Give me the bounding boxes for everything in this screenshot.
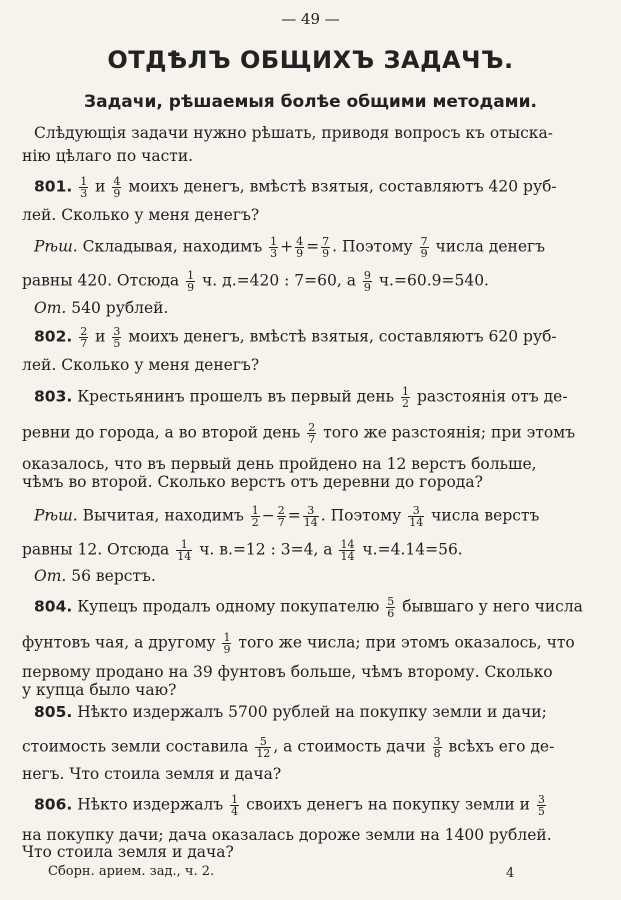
fraction: $\frac{14}{14}$: [340, 538, 355, 563]
fraction: $\frac{3}{5}$: [113, 325, 121, 350]
fraction: $\frac{2}{7}$: [277, 504, 285, 529]
footer-sheet-number: 4: [506, 866, 515, 881]
answer-label: От.: [34, 567, 67, 585]
problem-806: 806. Нѣкто издержалъ $\frac{1}{4}$ своихъ денегъ на покупку земли и $\frac{3}{5}$: [34, 793, 545, 818]
fraction: $\frac{1}{3}$: [80, 175, 88, 200]
solution-label: Рѣш.: [34, 237, 78, 256]
fraction: $\frac{2}{7}$: [308, 421, 316, 446]
problem-801-line: лей. Сколько у меня денегъ?: [22, 206, 260, 224]
answer-label: От.: [34, 299, 67, 317]
fraction: $\frac{3}{14}$: [303, 504, 318, 529]
problem-number: 801.: [34, 177, 73, 196]
fraction: $\frac{7}{9}$: [420, 235, 428, 260]
problem-number: 805.: [34, 703, 73, 721]
solution-803: Рѣш. Вычитая, находимъ $\frac{1}{2}$ − $\frac{2}{7}$ = $\frac{3}{14}$ . Поэтому $\frac{3}{14}$ числа верстъ: [34, 504, 540, 529]
fraction: $\frac{1}{9}$: [187, 269, 195, 294]
problem-804-line: у купца было чаю?: [22, 681, 177, 699]
problem-803: 803. Крестьянинъ прошелъ въ первый день $\frac{1}{2}$ разстоянія отъ де-: [34, 385, 568, 410]
problem-804-line: фунтовъ чая, а другому $\frac{1}{9}$ того же числа; при этомъ оказалось, что: [22, 631, 575, 656]
problem-801: 801. $\frac{1}{3}$ и $\frac{4}{9}$ моихъ денегъ, вмѣстѣ взятыя, составляютъ 420 руб-: [34, 175, 557, 200]
fraction: $\frac{1}{2}$: [251, 504, 259, 529]
problem-803-line: ревни до города, а во второй день $\frac{2}{7}$ того же разстоянія; при этомъ: [22, 421, 576, 446]
fraction: $\frac{1}{2}$: [402, 385, 410, 410]
section-title: ОТДѢЛЪ ОБЩИХЪ ЗАДАЧЪ.: [107, 46, 514, 74]
problem-805-line: стоимость земли составила $\frac{5}{12}$ , а стоимость дачи $\frac{3}{8}$ всѣхъ его де-: [22, 735, 555, 760]
solution-803-line: равны 12. Отсюда $\frac{1}{14}$ ч. в.=12 : 3=4, а $\frac{14}{14}$ ч.=4.14=56.: [22, 538, 463, 563]
answer-803: От. 56 верстъ.: [34, 567, 156, 585]
fraction: $\frac{1}{14}$: [177, 538, 192, 563]
fraction: $\frac{1}{9}$: [223, 631, 231, 656]
problem-803-line: оказалось, что въ первый день пройдено на 12 верстъ больше,: [22, 455, 537, 473]
solution-label: Рѣш.: [34, 506, 78, 525]
fraction: $\frac{2}{7}$: [80, 325, 88, 350]
problem-number: 806.: [34, 795, 73, 814]
fraction: $\frac{3}{5}$: [537, 793, 545, 818]
problem-804-line: первому продано на 39 фунтовъ больше, чѣмъ второму. Сколько: [22, 663, 553, 681]
fraction: $\frac{5}{6}$: [387, 595, 395, 620]
subtitle: Задачи, рѣшаемыя болѣе общими методами.: [84, 92, 537, 112]
problem-806-line: на покупку дачи; дача оказалась дороже земли на 1400 рублей.: [22, 826, 552, 844]
problem-number: 802.: [34, 327, 73, 346]
problem-number: 803.: [34, 387, 73, 406]
problem-806-line: Что стоила земля и дача?: [22, 843, 234, 861]
fraction: $\frac{3}{8}$: [433, 735, 441, 760]
problem-804: 804. Купецъ продалъ одному покупателю $\frac{5}{6}$ бывшаго у него числа: [34, 595, 583, 620]
fraction: $\frac{3}{14}$: [409, 504, 424, 529]
solution-801-line: равны 420. Отсюда $\frac{1}{9}$ ч. д.=420 : 7=60, а $\frac{9}{9}$ ч.=60.9=540.: [22, 269, 489, 294]
fraction: $\frac{5}{12}$: [256, 735, 271, 760]
fraction: $\frac{4}{9}$: [296, 235, 304, 260]
fraction: $\frac{9}{9}$: [363, 269, 371, 294]
problem-803-line: чѣмъ во второй. Сколько верстъ отъ деревни до города?: [22, 473, 483, 491]
answer-801: От. 540 рублей.: [34, 299, 169, 317]
intro-line: Слѣдующія задачи нужно рѣшать, приводя вопросъ къ отыска-: [34, 124, 553, 142]
fraction: $\frac{7}{9}$: [322, 235, 330, 260]
problem-802: 802. $\frac{2}{7}$ и $\frac{3}{5}$ моихъ денегъ, вмѣстѣ взятыя, составляютъ 620 руб-: [34, 325, 557, 350]
fraction: $\frac{4}{9}$: [113, 175, 121, 200]
footer-signature: Сборн. арием. зад., ч. 2.: [48, 864, 215, 879]
problem-802-line: лей. Сколько у меня денегъ?: [22, 356, 260, 374]
solution-801: Рѣш. Складывая, находимъ $\frac{1}{3}$ + $\frac{4}{9}$ = $\frac{7}{9}$ . Поэтому $\frac{7}{9}$ числа денегъ: [34, 235, 545, 260]
intro-line: нію цѣлаго по части.: [22, 147, 194, 165]
problem-805: 805. Нѣкто издержалъ 5700 рублей на покупку земли и дачи;: [34, 703, 547, 721]
fraction: $\frac{1}{3}$: [270, 235, 278, 260]
problem-805-line: негъ. Что стоила земля и дача?: [22, 765, 282, 783]
fraction: $\frac{1}{4}$: [231, 793, 239, 818]
page-number: — 49 —: [281, 10, 340, 28]
problem-number: 804.: [34, 597, 73, 616]
